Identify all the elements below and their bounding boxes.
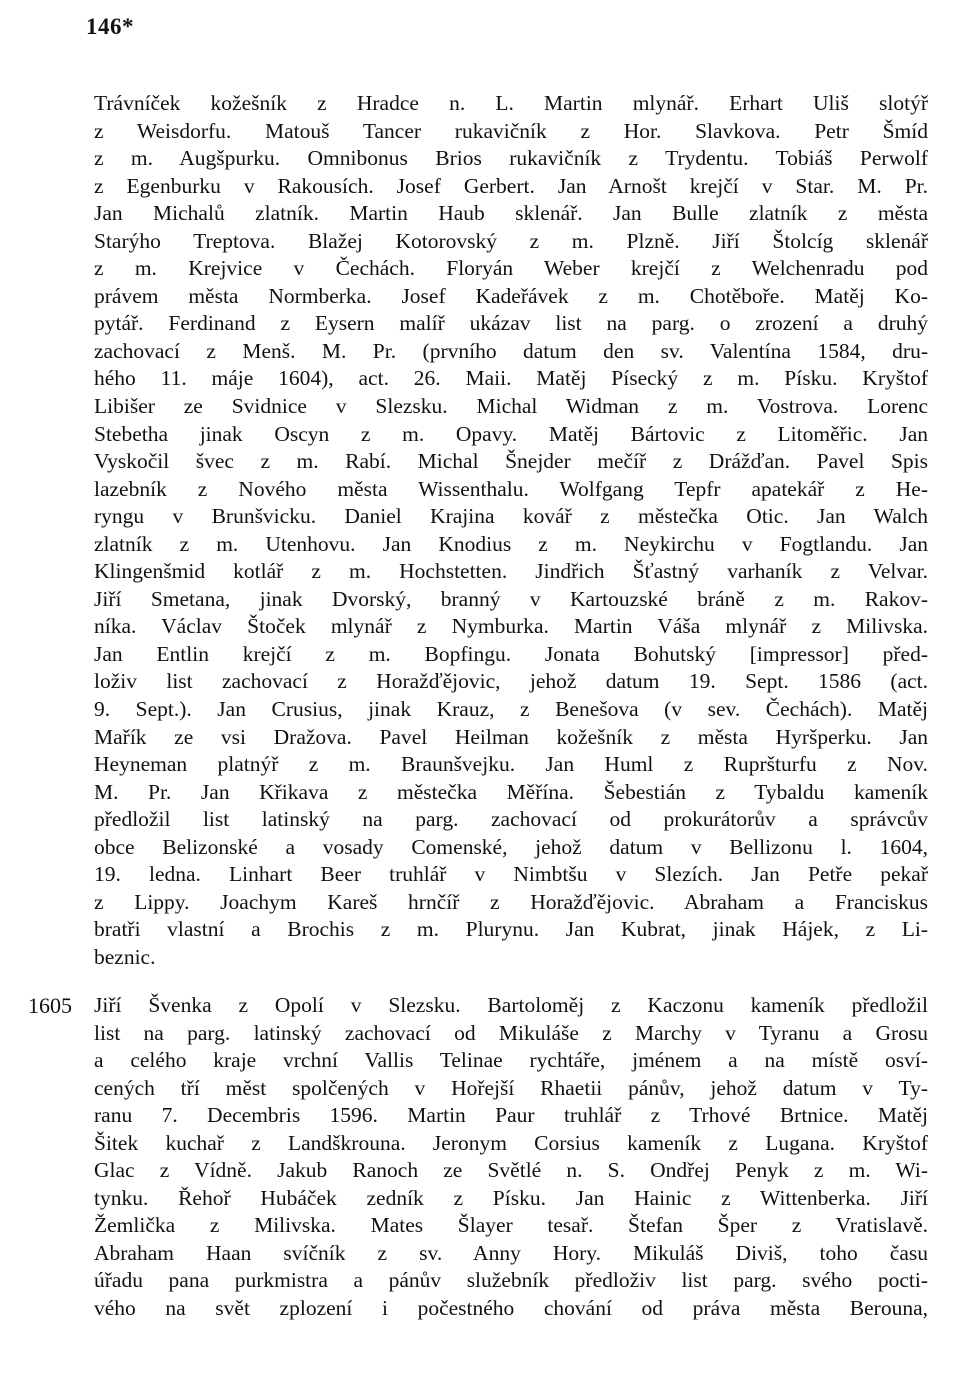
text-line: vého na svět zplození i počestného chování od práva města Berouna, [94,1296,928,1321]
text-line: Glac z Vídně. Jakub Ranoch ze Světlé n. S. Ondřej Penyk z m. Wi- [94,1158,928,1183]
text-line: zlatník z m. Utenhovu. Jan Knodius z m. Neykirchu v Fogtlandu. Jan [94,531,928,556]
text-line: Heyneman platnýř z m. Braunšvejku. Jan Huml z Rupršturfu z Nov. [94,752,928,777]
text-line: z Egenburku v Rakousích. Josef Gerbert. Jan Arnošt krejčí v Star. M. Pr. [94,173,928,198]
text-line: Jan Entlin krejčí z m. Bopfingu. Jonata Bohutský [impressor] před- [94,641,928,666]
text-line: z m. Augšpurku. Omnibonus Brios rukavičník z Trydentu. Tobiáš Perwolf [94,146,928,171]
text-line: níka. Václav Štoček mlynář z Nymburka. Martin Váša mlynář z Milivska. [94,614,928,639]
text-line: 19. ledna. Linhart Beer truhlář v Nimbtšu v Slezích. Jan Petře pekař [94,862,928,887]
text-line: pytář. Ferdinand z Eysern malíř ukázav list na parg. o zrození a druhý [94,311,928,336]
text-line: zachovací z Menš. M. Pr. (prvního datum den sv. Valentína 1584, dru- [94,338,928,363]
page-number: 146* [86,14,134,39]
text-line: Vyskočil švec z m. Rabí. Michal Šnejder mečíř z Drážďan. Pavel Spis [94,449,928,474]
text-line: loživ list zachovací z Horažďějovic, jehož datum 19. Sept. 1586 (act. [94,669,928,694]
text-line: Starýho Treptova. Blažej Kotorovský z m. Plzně. Jiří Štolcíg sklenář [94,228,928,253]
text-line: Stebetha jinak Oscyn z m. Opavy. Matěj Bártovic z Litoměřic. Jan [94,421,928,446]
text-line: Abraham Haan svíčník z sv. Anny Hory. Mikuláš Diviš, toho času [94,1240,928,1265]
text-line: úřadu pana purkmistra a pánův služebník předloživ list parg. svého pocti- [94,1268,928,1293]
text-line: cených tří měst spolčených v Hořejší Rhaetii pánův, jehož datum v Ty- [94,1075,928,1100]
text-line: beznic. [94,944,156,969]
text-line: předložil list latinský na parg. zachovací od prokurátorův a správcův [94,807,928,832]
text-line: Jiří Švenka z Opolí v Slezsku. Bartoloměj z Kaczonu kameník předložil [94,993,928,1017]
text-line: Trávníček kožešník z Hradce n. L. Martin mlynář. Erhart Uliš slotýř [94,91,928,115]
text-line: ranu 7. Decembris 1596. Martin Paur truhlář z Trhové Brtnice. Matěj [94,1103,928,1128]
text-line: z Weisdorfu. Matouš Tancer rukavičník z Hor. Slavkova. Petr Šmíd [94,118,928,143]
text-line: tynku. Řehoř Hubáček zedník z Písku. Jan Hainic z Wittenberka. Jiří [94,1185,928,1210]
text-line: list na parg. latinský zachovací od Mikuláše z Marchy v Tyranu a Grosu [94,1020,928,1045]
text-line: lazebník z Nového města Wissenthalu. Wolfgang Tepfr apatekář z He- [94,476,928,501]
text-line: bratři vlastní a Brochis z m. Plurynu. Jan Kubrat, jinak Hájek, z Li- [94,917,928,942]
text-line: ryngu v Brunšvicku. Daniel Krajina kovář z městečka Otic. Jan Walch [94,504,928,529]
text-block-2 [94,992,928,1323]
text-line: Jiří Smetana, jinak Dvorský, branný v Kartouzské bráně z m. Rakov- [94,586,928,611]
text-line: Šitek kuchař z Landškrouna. Jeronym Corsius kameník z Lugana. Kryštof [94,1130,928,1155]
text-line: M. Pr. Jan Křikava z městečka Měřína. Šebestián z Tybaldu kameník [94,779,928,804]
text-line: Žemlička z Milivska. Mates Šlayer tesař. Štefan Šper z Vratislavě. [94,1213,928,1238]
text-line: právem města Normberka. Josef Kadeřávek z m. Chotěboře. Matěj Ko- [94,283,928,308]
text-line: obce Belizonské a vosady Comenské, jehož datum v Bellizonu l. 1604, [94,834,928,859]
text-line: a celého kraje vrchní Vallis Telinae rychtáře, jménem a na místě osví- [94,1048,928,1073]
text-line: Jan Michalů zlatník. Martin Haub sklenář. Jan Bulle zlatník z města [94,201,928,226]
year-marker: 1605 [28,993,72,1018]
text-line: z m. Krejvice v Čechách. Floryán Weber krejčí z Welchenradu pod [94,256,928,281]
text-line: Klingenšmid kotlář z m. Hochstetten. Jindřich Šťastný varhaník z Velvar. [94,559,928,584]
text-line: 9. Sept.). Jan Crusius, jinak Krauz, z Benešova (v sev. Čechách). Matěj [94,697,928,722]
text-block-1 [94,90,928,972]
text-line: hého 11. máje 1604), act. 26. Maii. Matěj Písecký z m. Písku. Kryštof [94,366,928,391]
text-line: Libišer ze Svidnice v Slezsku. Michal Widman z m. Vostrova. Lorenc [94,394,928,419]
text-line: z Lippy. Joachym Kareš hrnčíř z Horažďějovic. Abraham a Franciskus [94,889,928,914]
text-line: Mařík ze vsi Dražova. Pavel Heilman kožešník z města Hyršperku. Jan [94,724,928,749]
